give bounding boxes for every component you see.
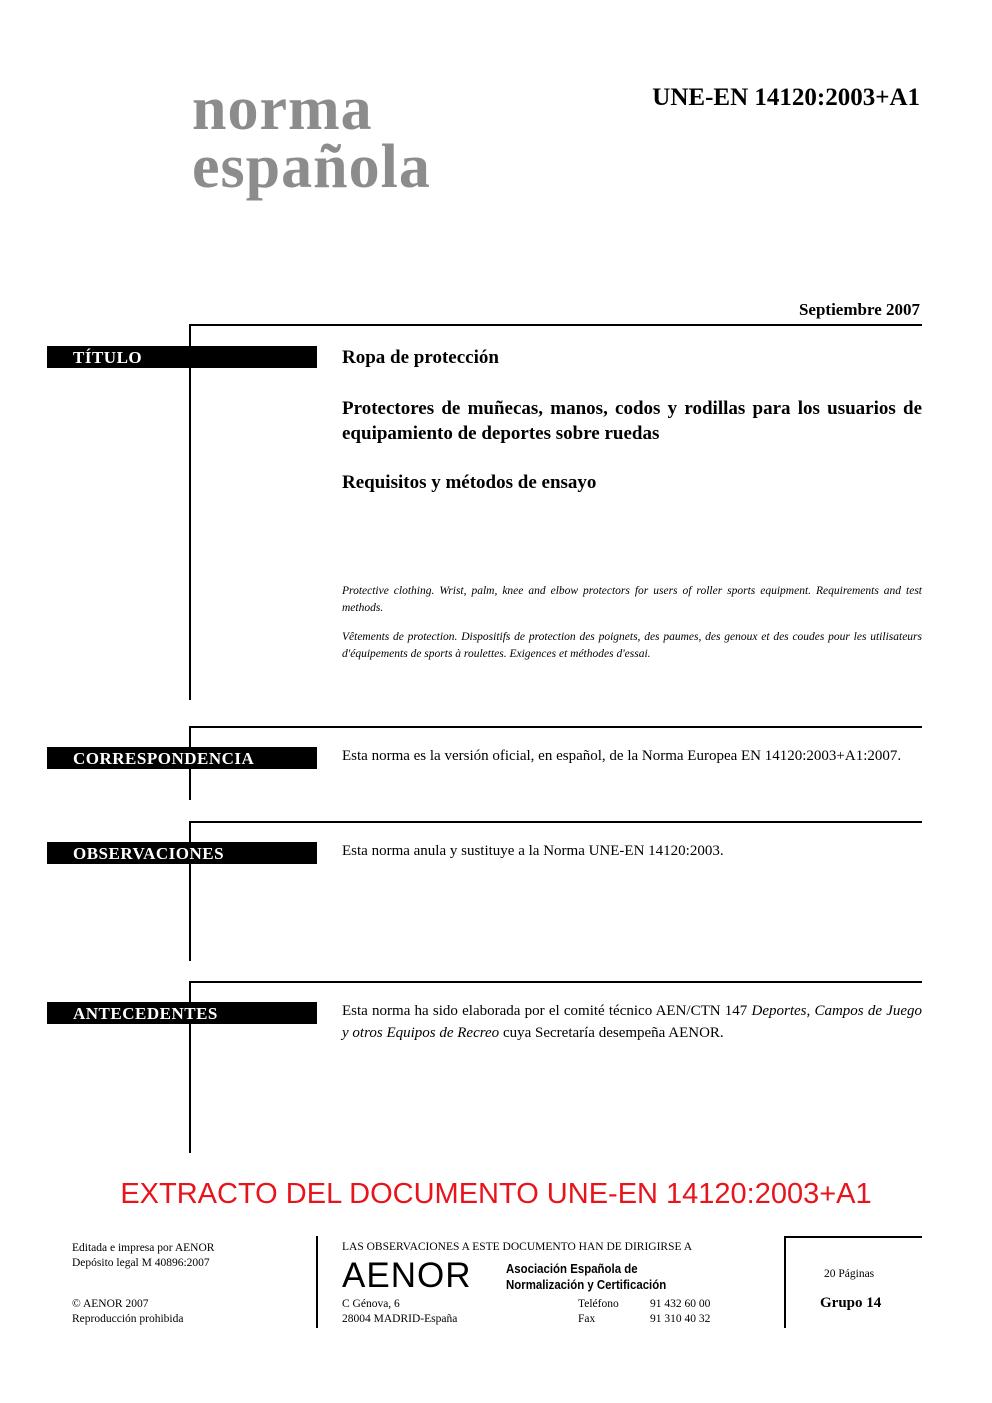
antecedentes-text-end: cuya Secretaría desempeña AENOR. xyxy=(499,1025,724,1041)
footer-box-top xyxy=(785,1236,922,1238)
footer-contact-labels xyxy=(578,1297,619,1327)
footer-edition xyxy=(72,1241,214,1271)
section-rule xyxy=(189,324,191,700)
antecedentes-text-start: Esta norma ha sido elaborada por el comité técnico AEN/CTN 147 xyxy=(342,1003,752,1019)
extract-watermark: EXTRACTO DEL DOCUMENTO UNE-EN 14120:2003+A1 xyxy=(120,1178,872,1210)
association-name xyxy=(506,1261,666,1293)
association-line-2: Normalización y Certificación xyxy=(506,1277,667,1292)
publication-date: Septiembre 2007 xyxy=(798,300,920,319)
page-count: 20 Páginas xyxy=(824,1268,875,1280)
title-line-3: Requisitos y métodos de ensayo xyxy=(342,472,597,493)
title-english: Protective clothing. Wrist, palm, knee and elbow protectors for users of roller sports equipment. Requirements and test methods. xyxy=(342,585,922,614)
footer-copyright: © AENOR 2007 xyxy=(72,1298,149,1310)
address-street: C Génova, 6 xyxy=(342,1298,400,1310)
brand-line-2: española xyxy=(192,133,431,201)
price-group: Grupo 14 xyxy=(820,1295,882,1311)
section-label-antecedentes: ANTECEDENTES xyxy=(47,1002,317,1024)
antecedentes-text xyxy=(342,1000,922,1044)
title-line-2: Protectores de muñecas, manos, codos y rodillas para los usuarios de equipamiento de deportes sobre ruedas xyxy=(342,398,922,444)
footer-rule xyxy=(316,1236,318,1328)
observaciones-text: Esta norma anula y sustituye a la Norma UNE-EN 14120:2003. xyxy=(342,843,724,859)
footer-observations-heading: LAS OBSERVACIONES A ESTE DOCUMENTO HAN DE DIRIGIRSE A xyxy=(342,1241,693,1253)
section-divider xyxy=(190,324,922,326)
footer-box-rule xyxy=(784,1236,786,1328)
association-line-1: Asociación Española de xyxy=(506,1261,638,1276)
section-label-observaciones: OBSERVACIONES xyxy=(47,842,317,864)
standard-code: UNE-EN 14120:2003+A1 xyxy=(652,84,920,111)
fax-label: Fax xyxy=(578,1313,596,1325)
correspondencia-text: Esta norma es la versión oficial, en español, de la Norma Europea EN 14120:2003+A1:2007. xyxy=(342,748,902,764)
phone-number: 91 432 60 00 xyxy=(650,1298,711,1310)
section-divider xyxy=(190,821,922,823)
title-french: Vêtements de protection. Dispositifs de protection des poignets, des paumes, des genoux et des coudes pour les utilisateurs d'équipements de sports à roulettes. Exigences et méthodes d'essai. xyxy=(342,631,922,660)
committee-name: Deportes, Campos de Juego y otros Equipos de Recreo xyxy=(342,1003,923,1041)
brand-title xyxy=(192,75,431,201)
section-label-correspondencia: CORRESPONDENCIA xyxy=(47,747,317,769)
footer-edited: Editada e impresa por AENOR xyxy=(72,1242,215,1254)
footer-contact-values xyxy=(650,1297,710,1327)
section-divider xyxy=(190,981,922,983)
phone-label: Teléfono xyxy=(578,1298,619,1310)
footer-deposit: Depósito legal M 40896:2007 xyxy=(72,1257,210,1269)
footer-address xyxy=(342,1297,457,1327)
footer-rights xyxy=(72,1297,183,1327)
aenor-logo: AENOR xyxy=(342,1256,472,1295)
section-divider xyxy=(190,726,922,728)
section-label-titulo: TÍTULO xyxy=(47,346,317,368)
address-city: 28004 MADRID-España xyxy=(342,1313,458,1325)
fax-number: 91 310 40 32 xyxy=(650,1313,711,1325)
footer-reproduction: Reproducción prohibida xyxy=(72,1313,184,1325)
brand-line-1: norma xyxy=(192,75,373,143)
title-line-1: Ropa de protección xyxy=(342,347,499,368)
